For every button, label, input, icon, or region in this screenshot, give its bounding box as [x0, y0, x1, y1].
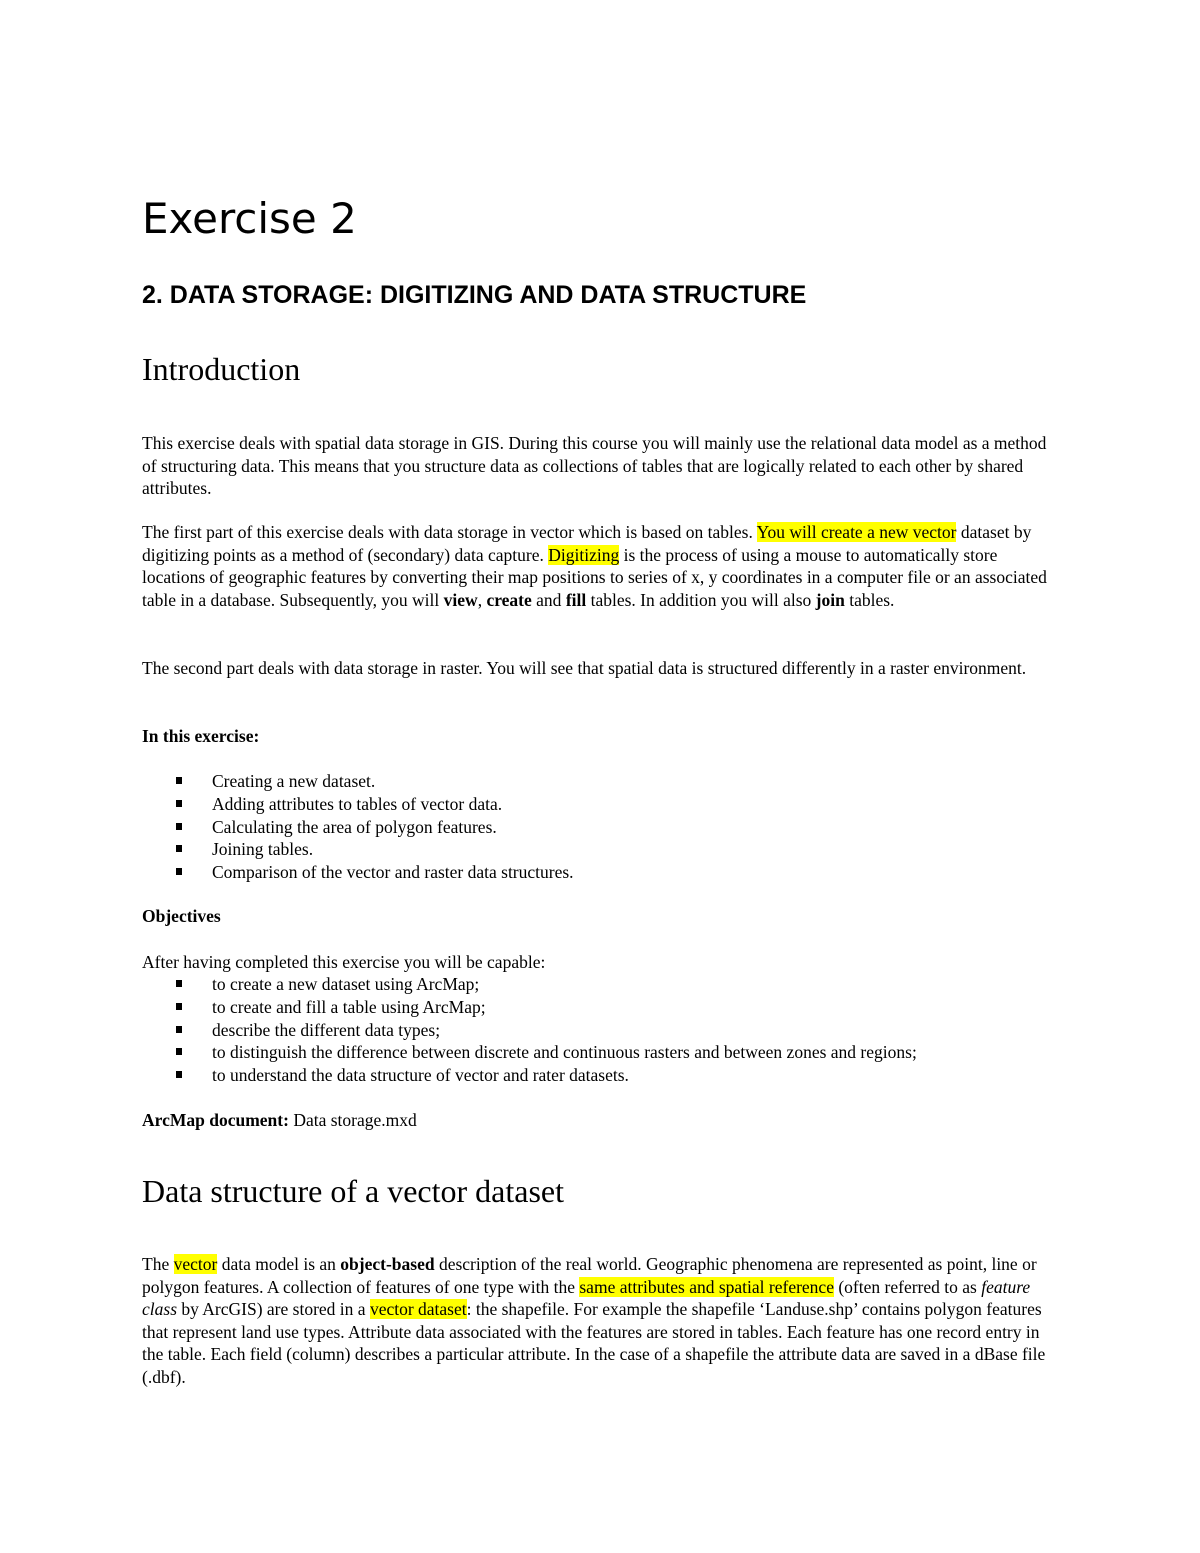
- list-item: to create a new dataset using ArcMap;: [142, 973, 1062, 996]
- bold-object-based: object-based: [340, 1254, 435, 1274]
- section-heading-vector-structure: Data structure of a vector dataset: [142, 1173, 565, 1209]
- p2-text-g: tables.: [844, 589, 895, 610]
- p2-text-d: ,: [477, 589, 487, 610]
- list-item: Creating a new dataset.: [142, 770, 1062, 793]
- list-item: describe the different data types;: [142, 1019, 1062, 1042]
- bullet-icon: [176, 1003, 182, 1010]
- p2-text-e: and: [531, 589, 566, 610]
- objectives-intro: After having completed this exercise you will be capable:: [142, 952, 546, 972]
- document-title: Exercise 2: [142, 194, 357, 243]
- objectives-heading: Objectives: [142, 906, 221, 926]
- objectives-list: [142, 973, 1062, 1087]
- highlight-digitizing: Digitizing: [548, 544, 620, 565]
- p2-text-b: dataset by digitizing points as a method of (secondary) data capture.: [142, 522, 1032, 565]
- bullet-icon: [176, 980, 182, 987]
- list-item: Joining tables.: [142, 838, 1062, 861]
- highlight-vector-dataset: vector dataset: [369, 1299, 467, 1319]
- intro-paragraph-1: This exercise deals with spatial data storage in GIS. During this course you will mainly use the relational data model as a method of structuring data. This means that you structure data as collections of tables that are logically related to each other by shared attributes.: [142, 433, 1047, 498]
- bullet-icon: [176, 1071, 182, 1078]
- p2-text-c: is the process of using a mouse to automatically store locations of geographic features by converting their map positions to series of x, y coordinates in a computer file or an associated table in a database. Subsequently, you will: [142, 544, 1047, 610]
- list-item: Calculating the area of polygon features.: [142, 816, 1062, 839]
- list-item: Adding attributes to tables of vector data.: [142, 793, 1062, 816]
- highlight-same-attributes: same attributes and spatial reference: [579, 1276, 834, 1297]
- list-item: to distinguish the difference between discrete and continuous rasters and between zones and regions;: [142, 1041, 1062, 1064]
- bullet-icon: [176, 845, 182, 852]
- bold-join: join: [815, 589, 845, 610]
- bold-fill: fill: [565, 589, 587, 610]
- p2-text-a: The first part of this exercise deals with data storage in vector which is based on tables.: [142, 522, 757, 542]
- list-item: to create and fill a table using ArcMap;: [142, 996, 1062, 1019]
- list-item: Comparison of the vector and raster data structures.: [142, 861, 1062, 884]
- p2-text-f: tables. In addition you will also: [586, 589, 816, 610]
- section-heading-introduction: Introduction: [142, 351, 301, 387]
- highlight-vector: vector: [173, 1254, 218, 1274]
- bullet-icon: [176, 1048, 182, 1055]
- bullet-icon: [176, 868, 182, 875]
- arcmap-doc-value: Data storage.mxd: [288, 1110, 417, 1130]
- bullet-icon: [176, 800, 182, 807]
- highlight-create-vector: You will create a new vector: [756, 522, 957, 542]
- bullet-icon: [176, 777, 182, 784]
- intro-paragraph-3: The second part deals with data storage in raster. You will see that spatial data is structured differently in a raster environment.: [142, 658, 1027, 678]
- bullet-icon: [176, 823, 182, 830]
- vector-paragraph: The vector data model is an object-based description of the real world. Geographic phenomena are represented as point, line or polygon features. A collection of features of one type with the same attributes and spatial reference (often referred to as feature class by ArcGIS) are stored in a vector dataset: the shapefile. For example the shapefile ‘Landuse.shp’ contains polygon features that represent land use types. Attribute data associated with the features are stored in tables. Each feature has one record entry in the table. Each field (column) describes a particular attribute. In the case of a shapefile the attribute data are saved in a dBase file (.dbf).: [142, 1254, 1046, 1387]
- document-subtitle: 2. DATA STORAGE: DIGITIZING AND DATA STRUCTURE: [142, 281, 807, 309]
- intro-paragraph-2: [142, 521, 1062, 611]
- exercise-topics-list: [142, 770, 1062, 884]
- bold-view: view: [443, 589, 478, 610]
- arcmap-document-line: [142, 1109, 1062, 1132]
- arcmap-doc-label: ArcMap document:: [142, 1110, 289, 1130]
- in-this-exercise-heading: In this exercise:: [142, 726, 260, 746]
- bullet-icon: [176, 1026, 182, 1033]
- list-item: to understand the data structure of vector and rater datasets.: [142, 1064, 1062, 1087]
- bold-create: create: [486, 589, 532, 610]
- italic-feature-class: feature class: [142, 1276, 1031, 1319]
